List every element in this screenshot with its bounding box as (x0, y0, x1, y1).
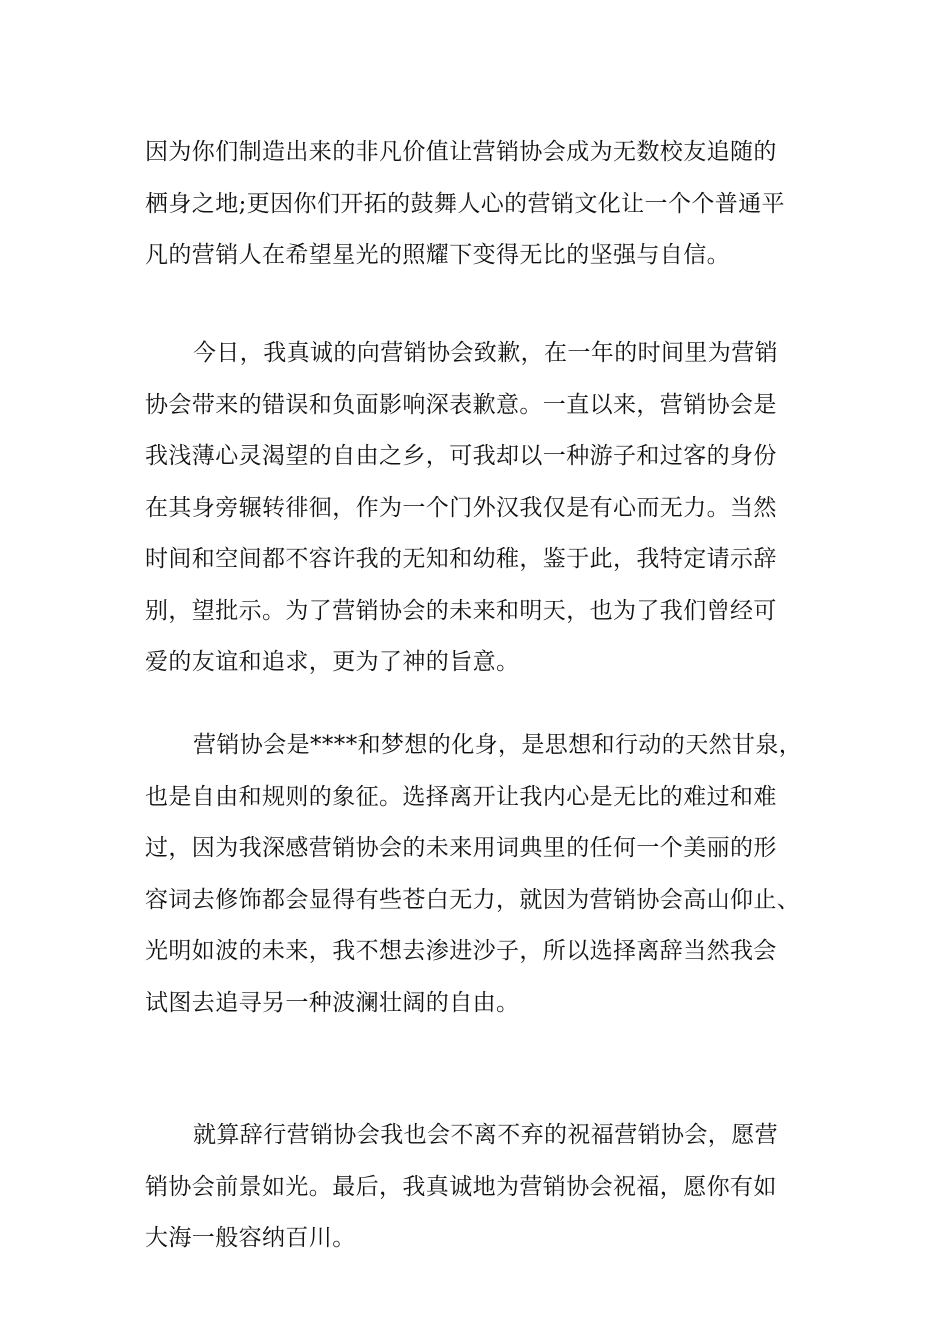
paragraph-line: 时间和空间都不容许我的无知和幼稚，鉴于此，我特定请示辞 (145, 546, 777, 572)
paragraph-line: 就算辞行营销协会我也会不离不弃的祝福营销协会，愿营 (193, 1122, 778, 1148)
paragraph-3 (145, 720, 811, 1029)
paragraph-line: 容词去修饰都会显得有些苍白无力，就因为营销协会高山仰止、 (145, 886, 801, 913)
paragraph-line: 别，望批示。为了营销协会的未来和明天，也为了我们曾经可 (145, 597, 777, 624)
paragraph-2 (145, 328, 811, 689)
paragraph-4 (145, 1110, 811, 1265)
paragraph-line: 大海一般容纳百川。 (145, 1225, 356, 1251)
paragraph-line: 光明如波的未来，我不想去渗进沙子，所以选择离辞当然我会 (145, 938, 777, 964)
paragraph-line: 过，因为我深感营销协会的未来用词典里的任何一个美丽的形 (145, 835, 777, 861)
paragraph-line: 也是自由和规则的象征。选择离开让我内心是无比的难过和难 (145, 783, 777, 810)
paragraph-line: 今日，我真诚的向营销协会致歉，在一年的时间里为营销 (193, 340, 778, 366)
paragraph-line: 我浅薄心灵渴望的自由之乡，可我却以一种游子和过客的身份 (145, 443, 777, 469)
paragraph-line: 销协会前景如光。最后，我真诚地为营销协会祝福，愿你有如 (145, 1173, 777, 1200)
paragraph-line: 栖身之地;更因你们开拓的鼓舞人心的营销文化让一个个普通平 (145, 190, 785, 217)
paragraph-line: 因为你们制造出来的非凡价值让营销协会成为无数校友追随的 (145, 139, 777, 165)
paragraph-line: 协会带来的错误和负面影响深表歉意。一直以来，营销协会是 (145, 391, 777, 418)
paragraph-line: 爱的友谊和追求，更为了神的旨意。 (145, 649, 520, 675)
paragraph-1 (145, 127, 811, 282)
paragraph-line: 营销协会是****和梦想的化身，是思想和行动的天然甘泉， (193, 732, 803, 758)
paragraph-line: 在其身旁辗转徘徊，作为一个门外汉我仅是有心而无力。当然 (145, 494, 777, 521)
paragraph-line: 凡的营销人在希望星光的照耀下变得无比的坚强与自信。 (145, 242, 730, 268)
paragraph-line: 试图去追寻另一种波澜壮阔的自由。 (145, 989, 520, 1016)
